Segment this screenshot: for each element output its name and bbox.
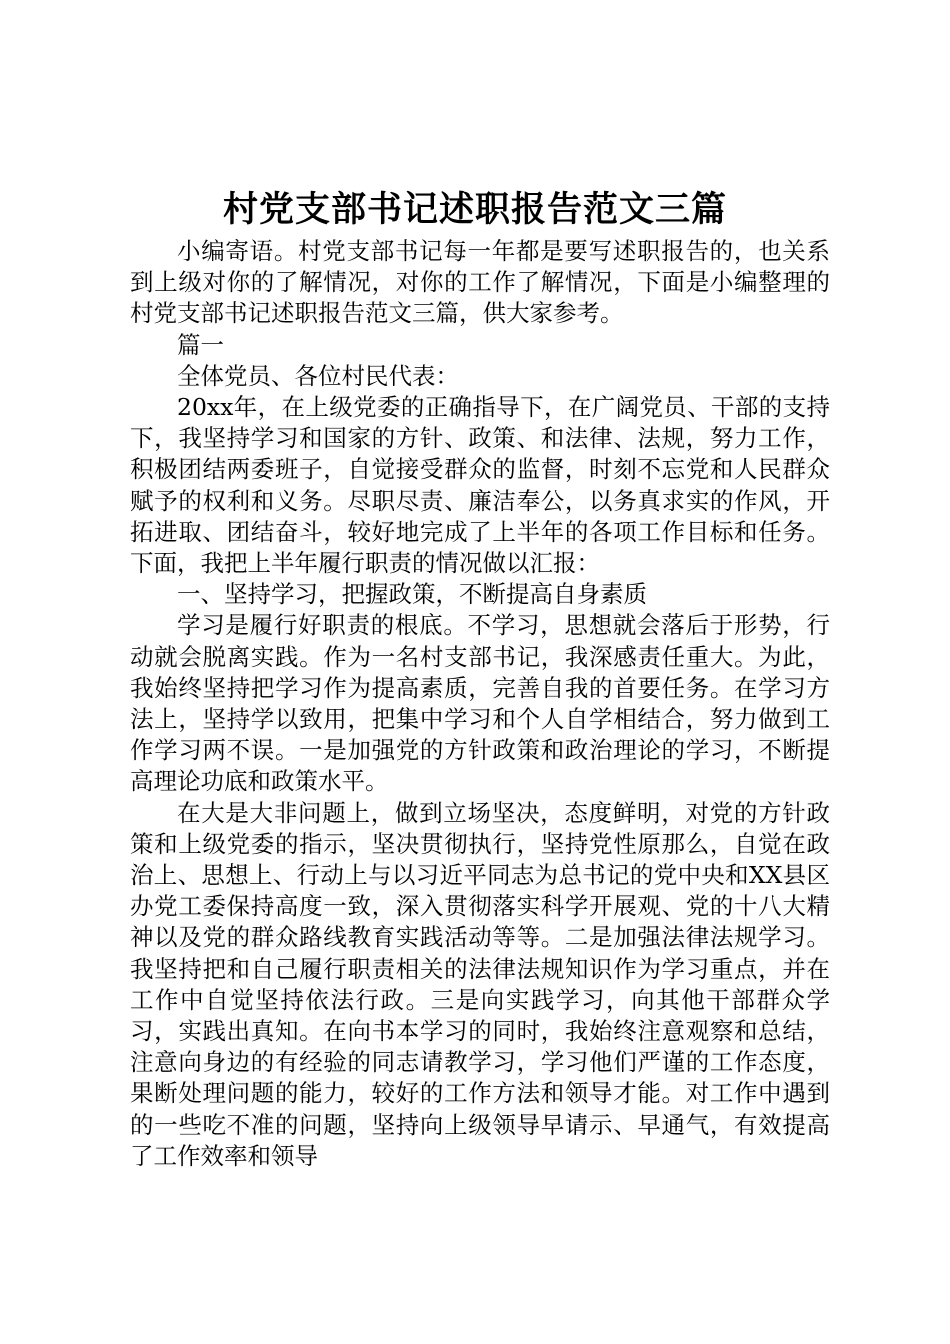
paragraph-principles: 在大是大非问题上，做到立场坚决，态度鲜明，对党的方针政策和上级党委的指示，坚决贯彻执行，坚持党性原那么，自觉在政治上、思想上、行动上与以习近平同志为总书记的党中央和XX县区办党工委保持高度一致，深入贯彻落实科学开展观、党的十八大精神以及党的群众路线教育实践活动等等。二是加强法律法规学习。我坚持把和自己履行职责相关的法律法规知识作为学习重点，并在工作中自觉坚持依法行政。三是向实践学习，向其他干部群众学习，实践出真知。在向书本学习的同时，我始终注意观察和总结，注意向身边的有经验的同志请教学习，学习他们严谨的工作态度，果断处理问题的能力，较好的工作方法和领导才能。对工作中遇到的一些吃不准的问题，坚持向上级领导早请示、早通气，有效提高了工作效率和领导 (130, 798, 830, 1170)
paragraph-section-label: 篇一 (177, 330, 224, 359)
document-title: 村党支部书记述职报告范文三篇 (222, 189, 727, 230)
paragraph-salutation: 全体党员、各位村民代表： (177, 361, 459, 390)
document-body (130, 236, 830, 1172)
paragraph-heading-one: 一、坚持学习，把握政策，不断提高自身素质 (177, 580, 647, 609)
paragraph-intro: 小编寄语。村党支部书记每一年都是要写述职报告的，也关系到上级对你的了解情况，对你的工作了解情况，下面是小编整理的村党支部书记述职报告范文三篇，供大家参考。 (130, 237, 830, 328)
paragraph-overview: 20xx年，在上级党委的正确指导下，在广阔党员、干部的支持下，我坚持学习和国家的方针、政策、和法律、法规，努力工作，积极团结两委班子，自觉接受群众的监督，时刻不忘党和人民群众赋予的权利和义务。尽职尽责、廉洁奉公，以务真求实的作风，开拓进取、团结奋斗，较好地完成了上半年的各项工作目标和任务。下面，我把上半年履行职责的情况做以汇报： (130, 393, 830, 578)
paragraph-learning: 学习是履行好职责的根底。不学习，思想就会落后于形势，行动就会脱离实践。作为一名村支部书记，我深感责任重大。为此，我始终坚持把学习作为提高素质，完善自我的首要任务。在学习方法上，坚持学以致用，把集中学习和个人自学相结合，努力做到工作学习两不误。一是加强党的方针政策和政治理论的学习，不断提高理论功底和政策水平。 (130, 611, 830, 796)
